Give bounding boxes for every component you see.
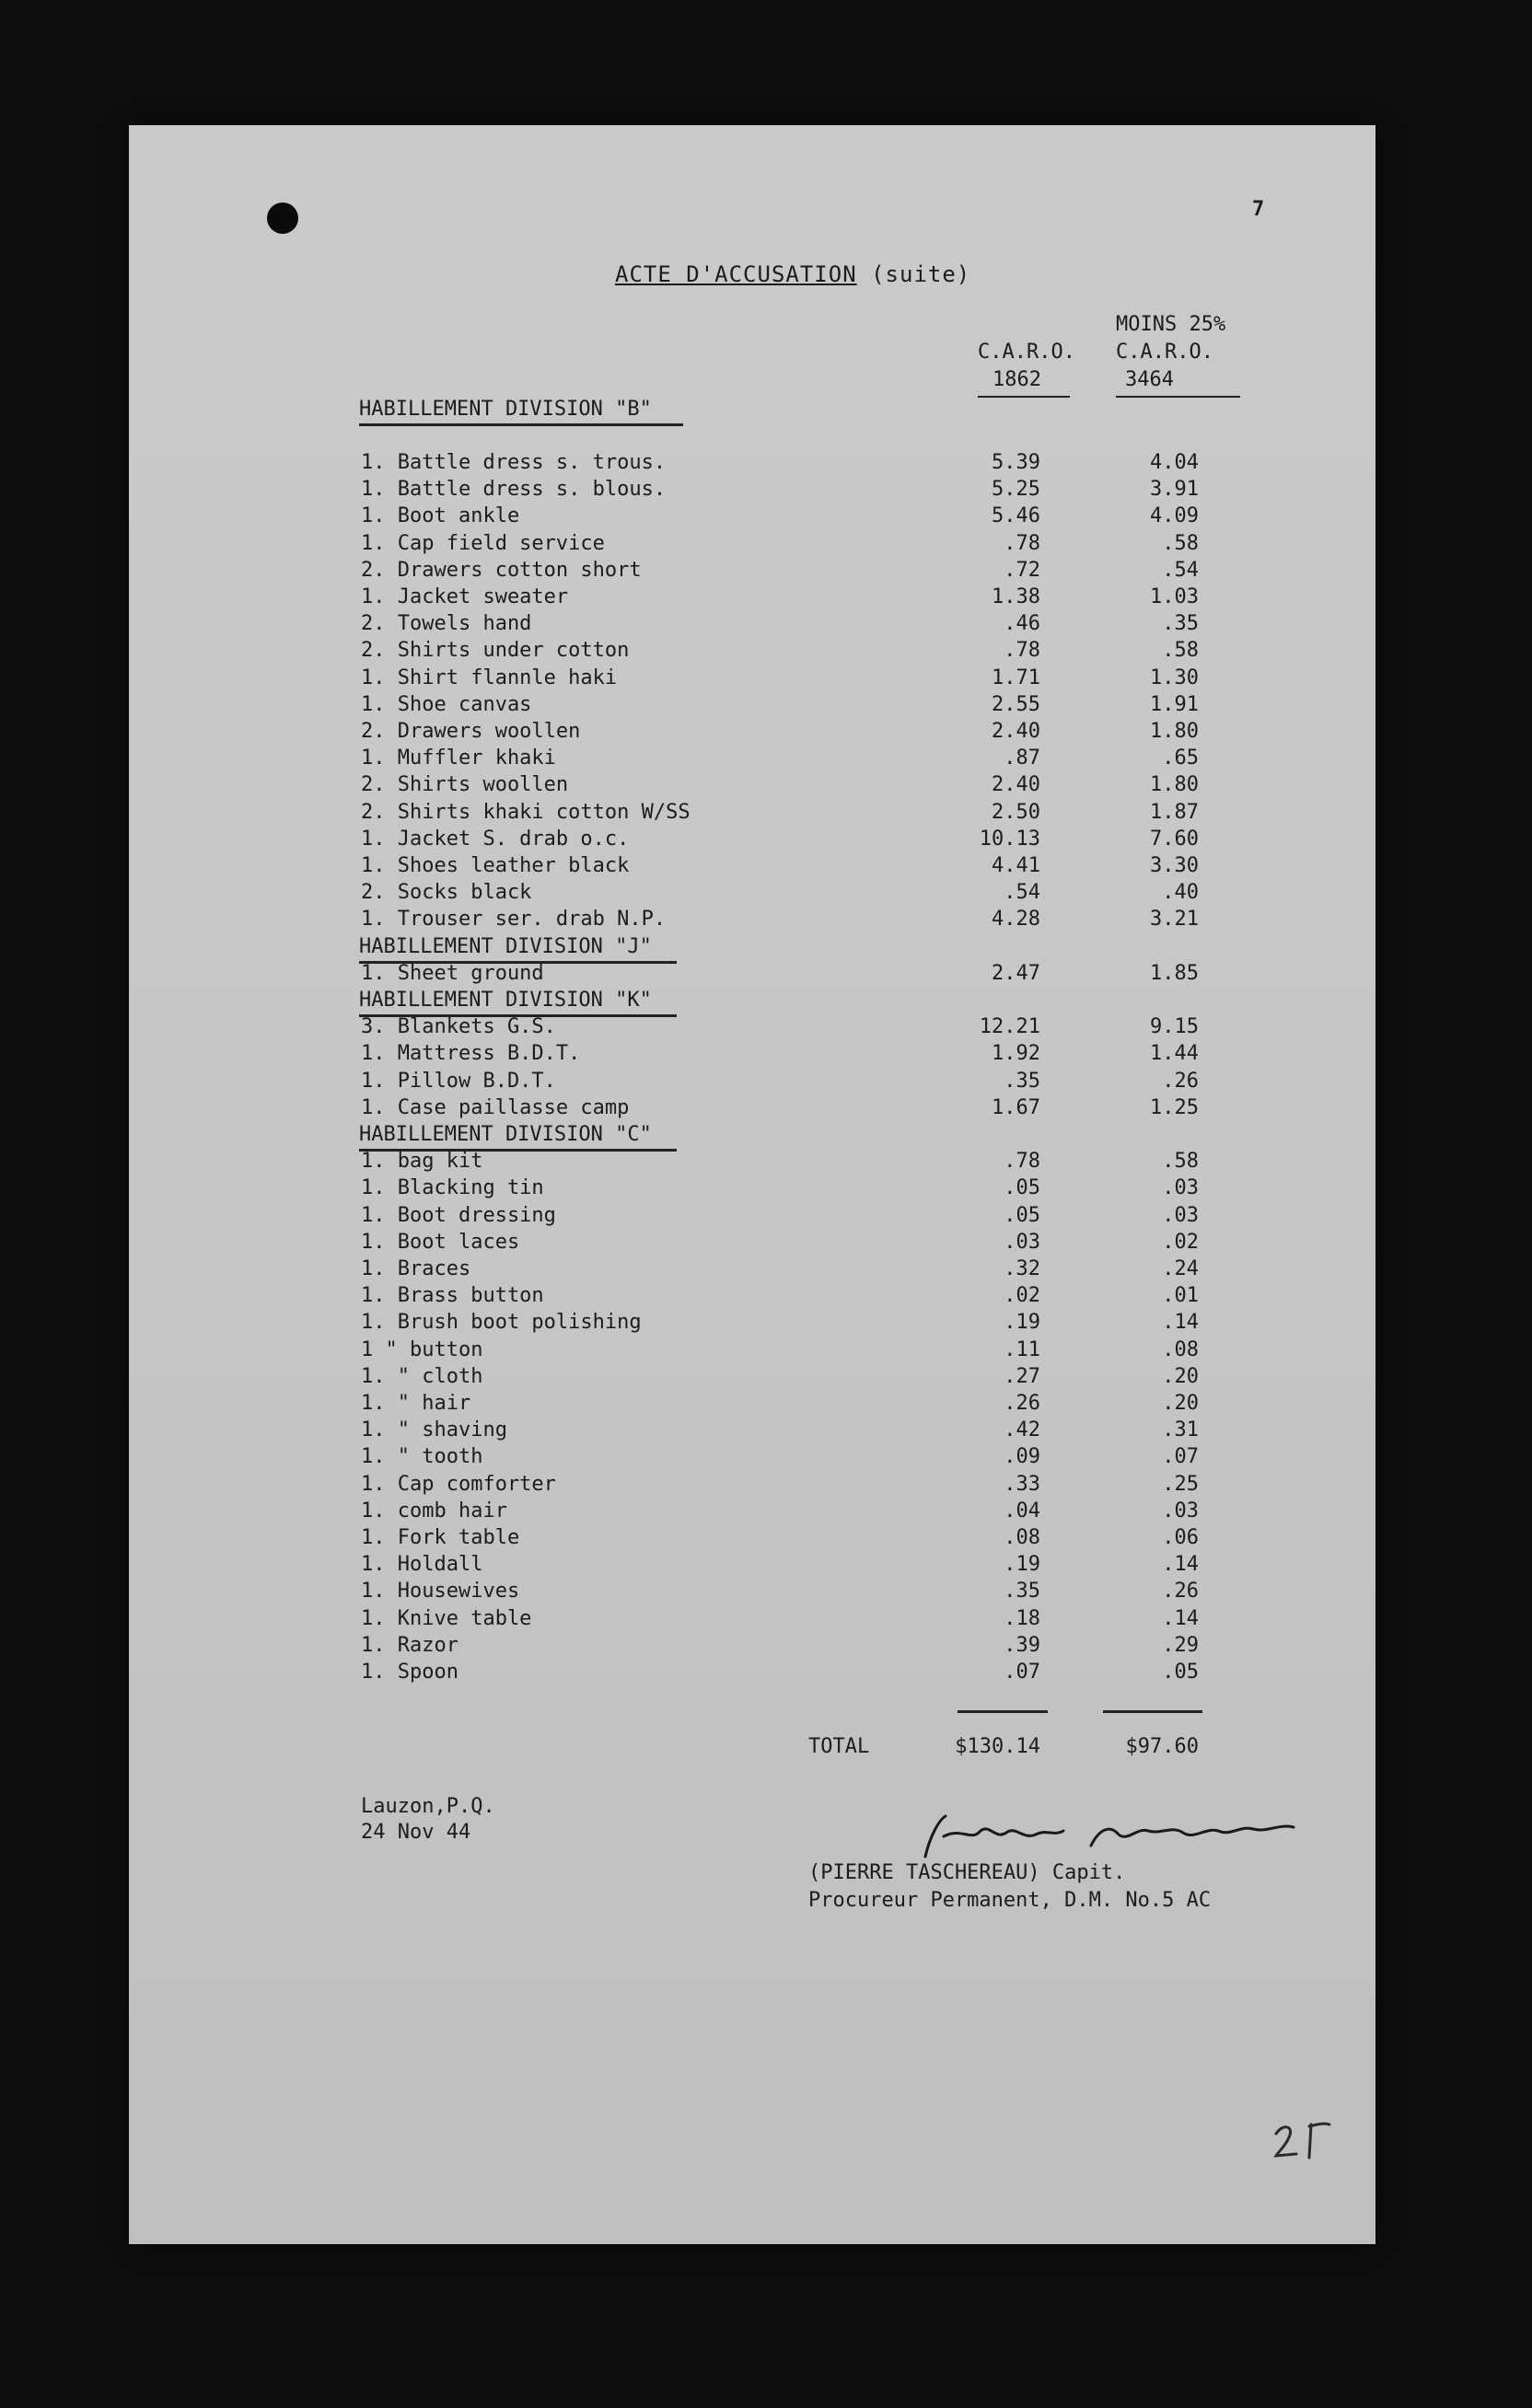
- item-price-caro-1862: 2.40: [992, 720, 1040, 743]
- item-price-caro-3464: .54: [1162, 558, 1199, 582]
- signature-title: Procureur Permanent, D.M. No.5 AC: [808, 1889, 1212, 1912]
- item-price-caro-1862: .07: [1004, 1661, 1040, 1684]
- item-price-caro-1862: .05: [1004, 1176, 1040, 1200]
- item-price-caro-3464: .31: [1162, 1418, 1199, 1442]
- item-price-caro-3464: .26: [1162, 1580, 1199, 1603]
- item-price-caro-1862: 10.13: [979, 827, 1040, 851]
- item-description: 1. Housewives: [361, 1580, 520, 1603]
- item-price-caro-3464: .01: [1162, 1284, 1199, 1308]
- handwritten-note: [1271, 2117, 1335, 2163]
- item-price-caro-1862: 1.38: [992, 585, 1040, 608]
- item-price-caro-1862: .08: [1004, 1526, 1040, 1549]
- item-description: 1 " button: [361, 1337, 483, 1361]
- punch-hole: [267, 203, 298, 234]
- document-title: [615, 261, 970, 287]
- item-description: 1. Knive table: [361, 1606, 532, 1630]
- item-description: 1. Battle dress s. trous.: [361, 451, 667, 474]
- item-price-caro-1862: .09: [1004, 1445, 1040, 1469]
- item-price-caro-1862: .03: [1004, 1230, 1040, 1254]
- item-description: 1. Case paillasse camp: [361, 1095, 630, 1119]
- item-price-caro-1862: .26: [1004, 1392, 1040, 1415]
- item-price-caro-3464: 3.21: [1150, 908, 1199, 932]
- item-price-caro-1862: .02: [1004, 1284, 1040, 1308]
- item-description: 1. " tooth: [361, 1445, 483, 1469]
- item-price-caro-3464: .40: [1162, 881, 1199, 905]
- item-price-caro-1862: 2.47: [992, 961, 1040, 985]
- col1-header-line1: C.A.R.O.: [978, 341, 1075, 364]
- item-price-caro-1862: .19: [1004, 1553, 1040, 1577]
- division-heading-rule: [359, 423, 683, 426]
- item-description: 1. Boot ankle: [361, 504, 520, 528]
- item-price-caro-1862: .04: [1004, 1499, 1040, 1522]
- title-suffix: (suite): [871, 261, 971, 287]
- item-description: 1. Fork table: [361, 1526, 520, 1549]
- item-price-caro-1862: 1.92: [992, 1042, 1040, 1066]
- item-price-caro-3464: 1.03: [1150, 585, 1199, 608]
- item-price-caro-3464: .58: [1162, 1150, 1199, 1174]
- item-description: 1. Brush boot polishing: [361, 1311, 642, 1335]
- item-price-caro-1862: 2.55: [992, 692, 1040, 716]
- item-price-caro-3464: 1.80: [1150, 773, 1199, 797]
- item-price-caro-3464: 1.80: [1150, 720, 1199, 743]
- item-description: 1. Razor: [361, 1633, 458, 1657]
- item-price-caro-3464: .05: [1162, 1661, 1199, 1684]
- item-price-caro-3464: .58: [1162, 531, 1199, 555]
- item-description: 1. Jacket S. drab o.c.: [361, 827, 630, 851]
- item-price-caro-1862: .18: [1004, 1606, 1040, 1630]
- item-price-caro-3464: .07: [1162, 1445, 1199, 1469]
- item-description: 1. Boot laces: [361, 1230, 520, 1254]
- col1-header-line2: 1862: [992, 368, 1041, 391]
- item-price-caro-3464: .03: [1162, 1203, 1199, 1227]
- item-price-caro-3464: 1.25: [1150, 1095, 1199, 1119]
- item-price-caro-1862: .33: [1004, 1472, 1040, 1496]
- item-description: 1. Battle dress s. blous.: [361, 478, 667, 502]
- item-price-caro-1862: 4.41: [992, 854, 1040, 877]
- item-price-caro-1862: .35: [1004, 1580, 1040, 1603]
- item-price-caro-3464: 7.60: [1150, 827, 1199, 851]
- item-price-caro-1862: .11: [1004, 1337, 1040, 1361]
- date: 24 Nov 44: [361, 1821, 471, 1844]
- item-price-caro-3464: .08: [1162, 1337, 1199, 1361]
- item-price-caro-1862: .27: [1004, 1364, 1040, 1388]
- item-price-caro-1862: 1.67: [992, 1095, 1040, 1119]
- item-description: 1. Shoe canvas: [361, 692, 532, 716]
- item-price-caro-1862: 5.39: [992, 451, 1040, 474]
- item-price-caro-1862: .78: [1004, 531, 1040, 555]
- item-price-caro-1862: .54: [1004, 881, 1040, 905]
- item-description: 2. Towels hand: [361, 612, 532, 636]
- item-price-caro-3464: .26: [1162, 1069, 1199, 1093]
- item-description: 1. " shaving: [361, 1418, 507, 1442]
- item-price-caro-3464: .14: [1162, 1553, 1199, 1577]
- col2-header-line0: MOINS 25%: [1116, 313, 1226, 336]
- item-description: 2. Drawers woollen: [361, 720, 581, 743]
- item-price-caro-3464: 4.09: [1150, 504, 1199, 528]
- item-price-caro-3464: 4.04: [1150, 451, 1199, 474]
- title-main: ACTE D'ACCUSATION: [615, 261, 857, 287]
- item-description: 1. Brass button: [361, 1284, 544, 1308]
- item-price-caro-1862: 1.71: [992, 666, 1040, 689]
- item-description: 1. Cap comforter: [361, 1472, 556, 1496]
- item-price-caro-3464: 1.87: [1150, 800, 1199, 824]
- item-price-caro-3464: .03: [1162, 1499, 1199, 1522]
- item-description: 2. Shirts under cotton: [361, 639, 630, 663]
- division-heading: HABILLEMENT DIVISION "C": [359, 1123, 652, 1146]
- item-price-caro-3464: .02: [1162, 1230, 1199, 1254]
- item-price-caro-3464: 3.30: [1150, 854, 1199, 877]
- item-price-caro-3464: .65: [1162, 747, 1199, 770]
- item-price-caro-3464: .24: [1162, 1257, 1199, 1280]
- item-price-caro-1862: 2.50: [992, 800, 1040, 824]
- item-description: 1. Pillow B.D.T.: [361, 1069, 556, 1093]
- item-price-caro-1862: 4.28: [992, 908, 1040, 932]
- page-number: 7: [1252, 198, 1265, 221]
- item-price-caro-1862: 12.21: [979, 1015, 1040, 1039]
- total-label: TOTAL: [808, 1735, 870, 1758]
- item-description: 1. Boot dressing: [361, 1203, 556, 1227]
- item-price-caro-1862: 5.25: [992, 478, 1040, 502]
- total-rule-col2: [1103, 1710, 1202, 1713]
- item-price-caro-1862: .32: [1004, 1257, 1040, 1280]
- item-price-caro-3464: 9.15: [1150, 1015, 1199, 1039]
- division-heading: HABILLEMENT DIVISION "K": [359, 989, 652, 1012]
- item-price-caro-3464: .58: [1162, 639, 1199, 663]
- item-price-caro-3464: .20: [1162, 1364, 1199, 1388]
- item-price-caro-3464: .20: [1162, 1392, 1199, 1415]
- item-description: 3. Blankets G.S.: [361, 1015, 556, 1039]
- item-description: 2. Drawers cotton short: [361, 558, 642, 582]
- item-price-caro-1862: .39: [1004, 1633, 1040, 1657]
- item-price-caro-1862: .19: [1004, 1311, 1040, 1335]
- item-description: 1. Jacket sweater: [361, 585, 569, 608]
- total-col1: $130.14: [955, 1735, 1040, 1758]
- item-description: 1. Mattress B.D.T.: [361, 1042, 581, 1066]
- item-description: 1. comb hair: [361, 1499, 507, 1522]
- item-description: 1. Shirt flannle haki: [361, 666, 618, 689]
- item-price-caro-1862: .78: [1004, 1150, 1040, 1174]
- item-description: 2. Shirts khaki cotton W/SS: [361, 800, 691, 824]
- item-price-caro-1862: 5.46: [992, 504, 1040, 528]
- col2-header-line1: C.A.R.O.: [1116, 341, 1213, 364]
- item-description: 1. Braces: [361, 1257, 471, 1280]
- item-price-caro-1862: .72: [1004, 558, 1040, 582]
- total-rule-col1: [958, 1710, 1048, 1713]
- item-price-caro-3464: 1.91: [1150, 692, 1199, 716]
- signature-name: (PIERRE TASCHEREAU) Capit.: [808, 1861, 1126, 1884]
- item-price-caro-1862: .42: [1004, 1418, 1040, 1442]
- division-heading: HABILLEMENT DIVISION "B": [359, 398, 652, 421]
- item-description: 1. Blacking tin: [361, 1176, 544, 1200]
- item-price-caro-1862: .87: [1004, 747, 1040, 770]
- item-description: 1. Shoes leather black: [361, 854, 630, 877]
- item-price-caro-3464: .35: [1162, 612, 1199, 636]
- item-price-caro-3464: .14: [1162, 1311, 1199, 1335]
- col1-header-rule: [978, 396, 1070, 398]
- item-price-caro-3464: 3.91: [1150, 478, 1199, 502]
- item-description: 1. Sheet ground: [361, 961, 544, 985]
- item-description: 1. Muffler khaki: [361, 747, 556, 770]
- col2-header-line2: 3464: [1125, 368, 1174, 391]
- item-price-caro-3464: .03: [1162, 1176, 1199, 1200]
- item-description: 1. Trouser ser. drab N.P.: [361, 908, 667, 932]
- division-heading: HABILLEMENT DIVISION "J": [359, 934, 652, 958]
- signature: [907, 1809, 1312, 1864]
- item-description: 1. " cloth: [361, 1364, 483, 1388]
- item-price-caro-3464: .25: [1162, 1472, 1199, 1496]
- total-col2: $97.60: [1125, 1735, 1199, 1758]
- item-price-caro-3464: .14: [1162, 1606, 1199, 1630]
- item-description: 1. Spoon: [361, 1661, 458, 1684]
- item-description: 2. Shirts woollen: [361, 773, 569, 797]
- item-description: 1. " hair: [361, 1392, 471, 1415]
- item-price-caro-1862: 2.40: [992, 773, 1040, 797]
- item-price-caro-1862: .46: [1004, 612, 1040, 636]
- col2-header-rule: [1116, 396, 1240, 398]
- item-price-caro-3464: .06: [1162, 1526, 1199, 1549]
- item-price-caro-3464: 1.44: [1150, 1042, 1199, 1066]
- item-price-caro-3464: 1.85: [1150, 961, 1199, 985]
- item-price-caro-3464: 1.30: [1150, 666, 1199, 689]
- item-description: 1. Holdall: [361, 1553, 483, 1577]
- item-price-caro-3464: .29: [1162, 1633, 1199, 1657]
- item-price-caro-1862: .78: [1004, 639, 1040, 663]
- item-price-caro-1862: .35: [1004, 1069, 1040, 1093]
- item-description: 2. Socks black: [361, 881, 532, 905]
- item-description: 1. bag kit: [361, 1150, 483, 1174]
- item-description: 1. Cap field service: [361, 531, 605, 555]
- item-price-caro-1862: .05: [1004, 1203, 1040, 1227]
- place: Lauzon,P.Q.: [361, 1795, 495, 1818]
